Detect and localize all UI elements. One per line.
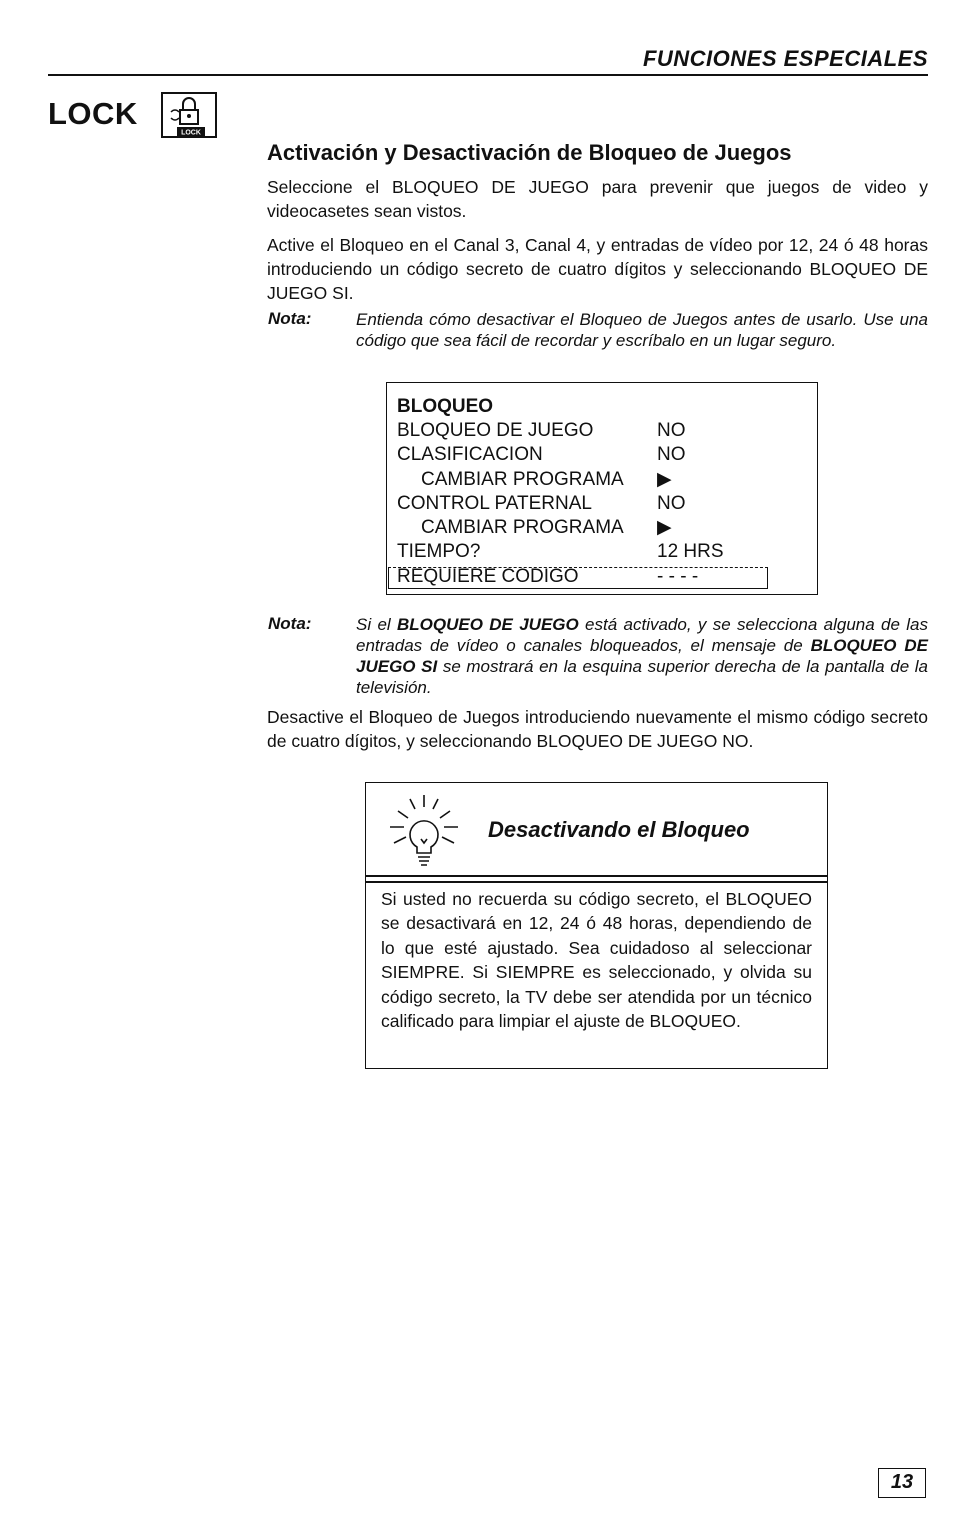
menu-row-tiempo bbox=[397, 540, 807, 564]
note-2-text: Si el BLOQUEO DE JUEGO está activado, y se selecciona alguna de las entradas de vídeo o canales bloqueados, el mensaje de BLOQUEO DE JUEGO SI se mostrará en la esquina superior derecha de la pantalla de la televisión. bbox=[356, 615, 928, 697]
menu-row-label: REQUIERE CODIGO bbox=[397, 566, 579, 587]
lightbulb-icon bbox=[384, 791, 468, 871]
menu-row-requiere-codigo bbox=[397, 565, 807, 589]
menu-row-value: - - - - bbox=[657, 566, 699, 587]
menu-row-label: BLOQUEO DE JUEGO bbox=[397, 420, 594, 441]
page-number: 13 bbox=[878, 1468, 926, 1498]
note-1-label: Nota: bbox=[268, 309, 312, 328]
note-2-label: Nota: bbox=[268, 614, 312, 633]
tip-title: Desactivando el Bloqueo bbox=[488, 817, 750, 842]
section-heading: Activación y Desactivación de Bloqueo de Juegos bbox=[267, 140, 792, 165]
menu-row-label: CAMBIAR PROGRAMA bbox=[421, 469, 624, 490]
section-label: LOCK bbox=[48, 96, 138, 131]
menu-row-label: TIEMPO? bbox=[397, 541, 481, 562]
menu-row-label: CAMBIAR PROGRAMA bbox=[421, 517, 624, 538]
menu-row-value: 12 HRS bbox=[657, 541, 724, 562]
menu-row-value: NO bbox=[657, 444, 686, 465]
menu-row-cambiar-programa-1 bbox=[397, 468, 807, 492]
paragraph-3: Desactive el Bloqueo de Juegos introduciendo nuevamente el mismo código secreto de cuatro dígitos, y seleccionando BLOQUEO DE JUEGO NO. bbox=[267, 707, 928, 751]
lock-icon bbox=[161, 92, 217, 138]
menu-row-bloqueo-de-juego bbox=[397, 419, 807, 443]
menu-title: BLOQUEO bbox=[397, 396, 494, 417]
tip-divider bbox=[366, 875, 827, 877]
note-1-text: Entienda cómo desactivar el Bloqueo de Juegos antes de usarlo. Use una código que sea fácil de recordar y escríbalo en un lugar seguro. bbox=[356, 310, 928, 350]
menu-row-value: NO bbox=[657, 420, 686, 441]
paragraph-2: Active el Bloqueo en el Canal 3, Canal 4, y entradas de vídeo por 12, 24 ó 48 horas introduciendo un código secreto de cuatro dígitos y seleccionando BLOQUEO DE JUEGO SI. bbox=[267, 235, 928, 303]
tip-text: Si usted no recuerda su código secreto, el BLOQUEO se desactivará en 12, 24 ó 48 horas, dependiendo de lo que esté ajustado. Sea cuidadoso al seleccionar SIEMPRE. Si SIEMPRE es seleccionado, y olvida su código secreto, la TV debe ser atendida por un técnico calificado para limpiar el ajuste de BLOQUEO. bbox=[381, 889, 812, 1032]
play-arrow-icon: ▶ bbox=[657, 517, 672, 538]
lock-menu-screen bbox=[386, 382, 818, 595]
header-rule bbox=[48, 74, 928, 76]
menu-row-label: CLASIFICACION bbox=[397, 444, 543, 465]
play-arrow-icon: ▶ bbox=[657, 469, 672, 490]
paragraph-1: Seleccione el BLOQUEO DE JUEGO para prevenir que juegos de video y videocasetes sean vistos. bbox=[267, 177, 928, 221]
tip-divider bbox=[366, 881, 827, 883]
menu-row-clasificacion bbox=[397, 443, 807, 467]
page-header-title: FUNCIONES ESPECIALES bbox=[642, 46, 928, 71]
svg-text:LOCK: LOCK bbox=[181, 129, 201, 137]
menu-row-cambiar-programa-2 bbox=[397, 516, 807, 540]
menu-title-row bbox=[397, 395, 807, 419]
menu-row-label: CONTROL PATERNAL bbox=[397, 493, 592, 514]
tip-box bbox=[365, 782, 828, 1069]
menu-row-value: NO bbox=[657, 493, 686, 514]
menu-row-control-paternal bbox=[397, 492, 807, 516]
